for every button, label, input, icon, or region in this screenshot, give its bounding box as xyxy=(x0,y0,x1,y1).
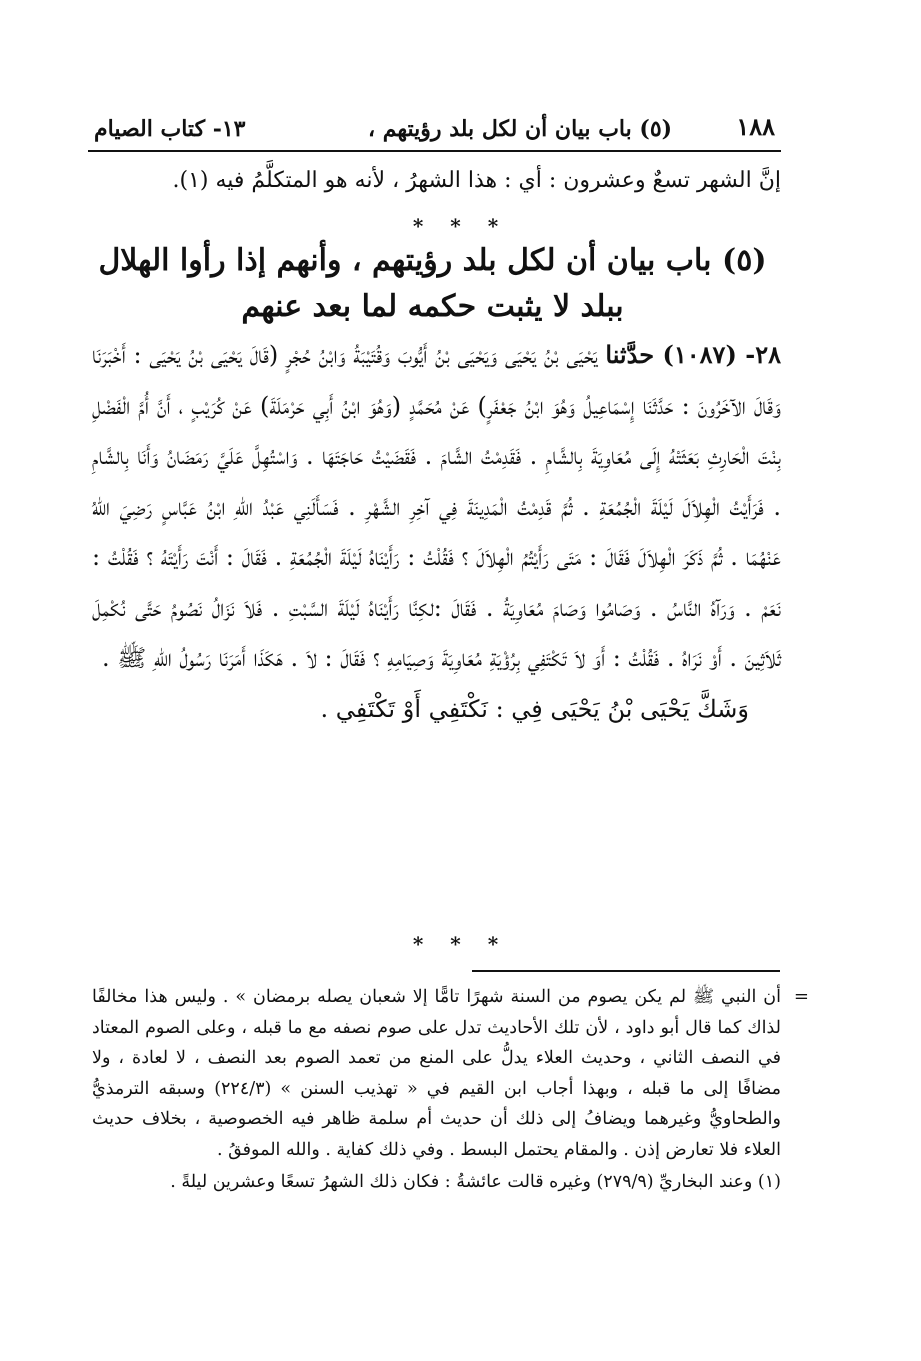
chapter-title: (٥) باب بيان أن لكل بلد رؤيتهم ، وأنهم إذا رأوا الهلال ببلد لا يثبت حكمه لما بعد عنهم xyxy=(98,243,767,324)
page-number: ١٨٨ xyxy=(736,112,775,141)
intro-line: إنَّ الشهر تسعٌ وعشرون : أي : هذا الشهرُ ، لأنه هو المتكلَّمُ فيه (١). xyxy=(172,168,781,193)
footnote-continuation: أن النبي ﷺ لم يكن يصوم من السنة شهرًا تامًّا إلا شعبان يصله برمضان » . وليس هذا مخالفًا لذاك كما قال أبو داود ، لأن تلك الأحاديث تدل على صوم نصفه مع ما قبله ، وعلى الصوم المعتاد في النصف الثاني ، وحديث العلاء يدلُّ على المنع من تعمد الصوم بعد النصف ، لا لعادة ، ولا مضافًا إلى ما قبله ، وبهذا أجاب ابن القيم في « تهذيب السنن » (٢٢٤/٣) وسبقه الترمذيُّ والطحاويُّ وغيرهما ويضافُ إلى ذلك أن حديث أم سلمة ظاهر فيه الخصوصية ، بخلاف حديث العلاء فلا تعارض إذن . والمقام يحتمل البسط . وفي ذلك كفاية . والله الموفقُ . xyxy=(92,987,781,1160)
footnote-continuation-mark: = xyxy=(793,986,809,1007)
footnote-divider xyxy=(472,970,780,972)
hadith-closing: وَشَكَّ يَحْيَى بْنُ يَحْيَى فِي : نَكْتَفِي أَوْ تَكْتَفِي . xyxy=(320,694,749,723)
separator-stars: * * * xyxy=(412,214,509,238)
hadith-body: يَحْيَى بْنُ يَحْيَى وَيَحْيَى بْنُ أَيُّوبَ وَقُتَيْبَةُ وَابْنُ حُجْرٍ (قَالَ يَحْيَى بْنُ يَحْيَى : أَخْبَرَنَا وَقَالَ الآخَرُونَ : حَدَّثَنَا إِسْمَاعِيلُ وَهُوَ ابْنُ جَعْفَرٍ) عَنْ مُحَمَّدٍ (وَهُوَ ابْنُ أَبِي حَرْمَلَةَ) عَنْ كُرَيْبٍ ، أَنَّ أُمَّ الْفَضْلِ بِنْتَ الْحَارِثِ بَعَثَتْهُ إِلَى مُعَاوِيَةَ بِالشَّامِ . فَقَدِمْتُ الشَّامَ . فَقَضَيْتُ حَاجَتَهَا . وَاسْتُهِلَّ عَلَيَّ رَمَضَانُ وَأَنَا بِالشَّامِ . فَرَأَيْتُ الْهِلاَلَ لَيْلَةَ الْجُمُعَةِ . ثُمَّ قَدِمْتُ الْمَدِينَةَ فِي آخِرِ الشَّهْرِ . فَسَأَلَنِي عَبْدُ اللهِ ابْنُ عَبَّاسٍ رَضِيَ اللهُ عَنْهُمَا . ثُمَّ ذَكَرَ الْهِلاَلَ فَقَالَ : مَتَى رَأَيْتُمُ الْهِلاَلَ ؟ فَقُلْتُ : رَأَيْنَاهُ لَيْلَةَ الْجُمُعَةِ . فَقَالَ : أَنْتَ رَأَيْتَهُ ؟ فَقُلْتُ : نَعَمْ . وَرَآهُ النَّاسُ . وَصَامُوا وَصَامَ مُعَاوِيَةُ . فَقَالَ :لكِنَّا رَأَيْنَاهُ لَيْلَةَ السَّبْتِ . فَلاَ نَزَالُ نَصُومُ حَتَّى نُكْمِلَ ثَلاَثِينَ . أَوْ نَرَاهُ . فَقُلْتُ : أَوَ لاَ تَكْتَفِي بِرُؤْيَةِ مُعَاوِيَةَ وَصِيَامِهِ ؟ فَقَالَ : لاَ . هَكَذَا أَمَرَنَا رَسُولُ اللهِ ﷺ . xyxy=(92,341,782,672)
footnote-1: (١) وعند البخاريِّ (٢٧٩/٩) وغيره قالت عائشةُ : فكان ذلك الشهرُ تسعًا وعشرين ليلةً . xyxy=(170,1172,781,1192)
running-header xyxy=(88,108,781,152)
header-section-title: (٥) باب بيان أن لكل بلد رؤيتهم ، xyxy=(368,116,673,142)
hadith-number: ٢٨- (١٠٨٧) حدَّثنا xyxy=(605,340,782,369)
hadith-text xyxy=(92,330,781,734)
header-book-title: ١٣- كتاب الصيام xyxy=(94,116,246,142)
separator-stars-bottom: * * * xyxy=(412,932,509,956)
footnotes xyxy=(92,982,809,1198)
